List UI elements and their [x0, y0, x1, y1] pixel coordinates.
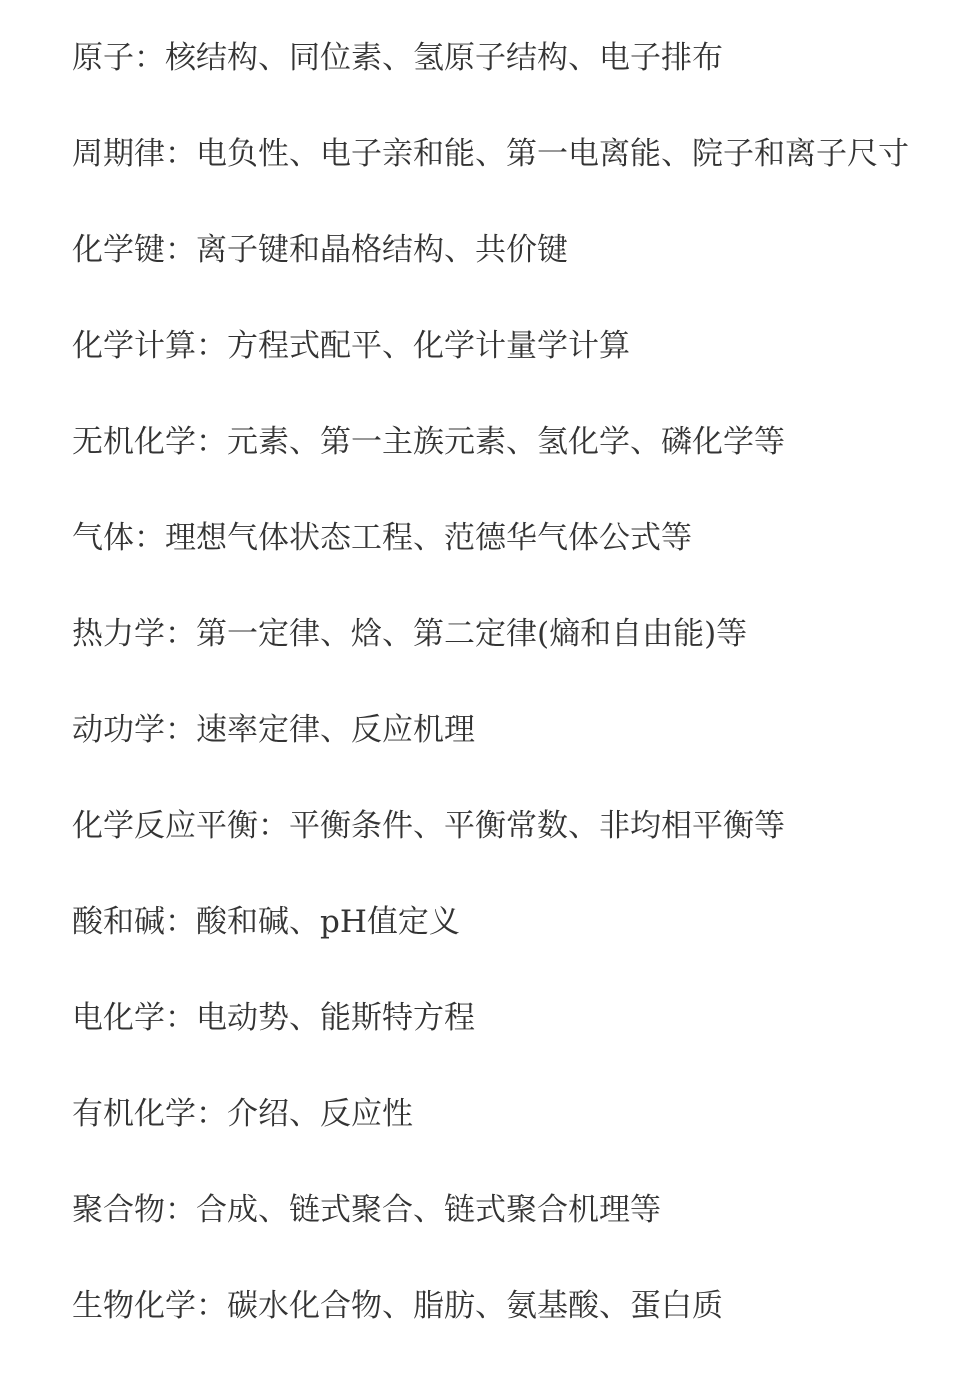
topic-line-chemical-bond: 化学键：离子键和晶格结构、共价键	[72, 232, 568, 268]
topic-line-polymers: 聚合物：合成、链式聚合、链式聚合机理等	[72, 1192, 661, 1228]
topic-line-inorganic-chemistry: 无机化学：元素、第一主族元素、氢化学、磷化学等	[72, 424, 785, 460]
topic-line-chemical-equilibrium: 化学反应平衡：平衡条件、平衡常数、非均相平衡等	[72, 808, 785, 844]
topic-list	[72, 30, 952, 1374]
topic-line-biochemistry: 生物化学：碳水化合物、脂肪、氨基酸、蛋白质	[72, 1288, 723, 1324]
topic-line-atom: 原子：核结构、同位素、氢原子结构、电子排布	[72, 40, 723, 76]
topic-line-organic-chemistry: 有机化学：介绍、反应性	[72, 1096, 413, 1132]
topic-line-electrochemistry: 电化学：电动势、能斯特方程	[72, 1000, 475, 1036]
topic-line-kinetics: 动功学：速率定律、反应机理	[72, 712, 475, 748]
topic-line-acids-bases: 酸和碱：酸和碱、pH值定义	[72, 904, 460, 940]
topic-line-periodic-law: 周期律：电负性、电子亲和能、第一电离能、院子和离子尺寸	[72, 136, 909, 172]
topic-line-thermodynamics: 热力学：第一定律、焓、第二定律(熵和自由能)等	[72, 616, 748, 652]
topic-line-chemical-calculation: 化学计算：方程式配平、化学计量学计算	[72, 328, 630, 364]
topic-line-gases: 气体：理想气体状态工程、范德华气体公式等	[72, 520, 692, 556]
